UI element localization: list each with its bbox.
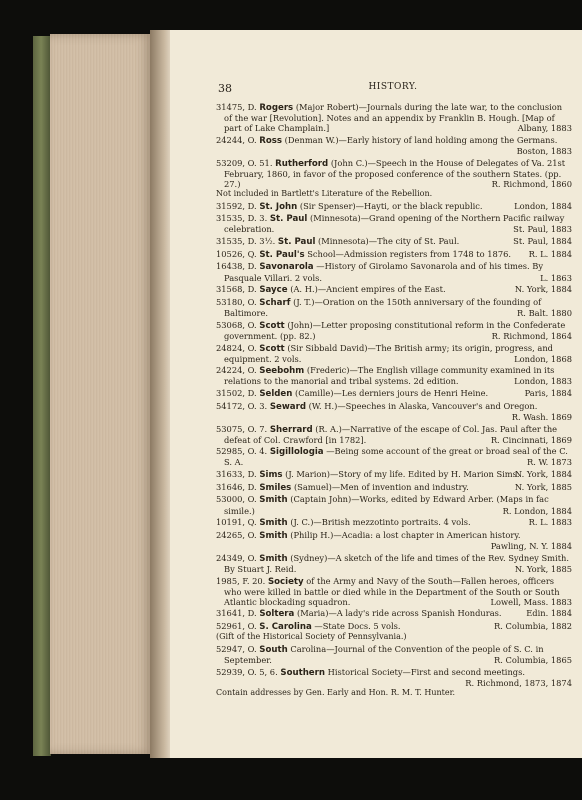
- entry-heading: Sherrard: [269, 424, 313, 435]
- entry-note: Not included in Bartlett's Literature of the Rebellion.: [216, 188, 433, 198]
- catalog-entry: [216, 135, 572, 156]
- entry-description: (J. T.)—Oration on the 150th anniversary of the founding of Baltimore.: [224, 296, 542, 319]
- entry-imprint: R. W. 1873: [527, 457, 572, 468]
- entry-heading: St. Paul's: [259, 249, 305, 260]
- entry-number: 10191, Q.: [216, 517, 257, 528]
- entry-imprint: Lowell, Mass. 1883: [490, 596, 572, 607]
- entry-number: 52939, O. 5, 6.: [216, 666, 278, 677]
- entry-heading: St. Paul: [277, 237, 316, 248]
- catalog-entry: [216, 201, 572, 212]
- entry-heading: Seebohm: [259, 366, 305, 377]
- entry-description: (Minnesota)—The city of St. Paul.: [318, 236, 460, 247]
- catalog-entry: [216, 494, 572, 515]
- entry-number: 10526, Q.: [216, 248, 257, 259]
- entry-heading: Sigillologia: [269, 447, 324, 458]
- entry-number: 52985, O. 4.: [216, 446, 268, 457]
- entry-imprint: R. Balt. 1880: [517, 308, 572, 319]
- entry-description: (Samuel)—Men of invention and industry.: [293, 481, 469, 492]
- entry-description: (R. A.)—Narrative of the escape of Col. Jas. Paul after the defeat of Col. Crawford [in 1782].: [224, 423, 558, 445]
- entry-imprint: London, 1868: [514, 353, 572, 364]
- entry-imprint: R. London, 1884: [502, 505, 572, 516]
- entry-heading: Seward: [269, 401, 306, 412]
- entry-imprint: R. Columbia, 1865: [493, 654, 572, 665]
- entry-number: 31568, D.: [216, 284, 257, 295]
- catalog-entry: [216, 608, 572, 619]
- entry-heading: Southern: [280, 667, 325, 678]
- entry-heading: Rogers: [259, 103, 294, 113]
- entry-number: 31535, D. 3.: [216, 213, 268, 224]
- entry-number: 24349, O.: [216, 552, 257, 563]
- entry-imprint: Pawling, N. Y. 1884: [490, 541, 572, 552]
- entry-number: 1985, F. 20.: [216, 575, 266, 586]
- catalog-entry: [216, 249, 572, 260]
- entry-imprint: N. York, 1884: [514, 469, 572, 480]
- entry-heading: Sayce: [259, 285, 288, 296]
- entry-heading: St. John: [259, 201, 298, 212]
- entry-number: 31592, D.: [216, 200, 257, 211]
- entry-heading: Scharf: [259, 297, 291, 308]
- entry-description: (J. Marion)—Story of my life. Edited by H. Marion Sims.: [285, 469, 520, 480]
- entry-imprint: R. L. 1884: [528, 248, 572, 259]
- entry-imprint: St. Paul, 1884: [513, 236, 572, 247]
- book-page: [170, 30, 582, 758]
- catalog-entry: [216, 388, 572, 399]
- entry-heading: Selden: [259, 389, 293, 400]
- entry-number: 53068, O.: [216, 319, 257, 330]
- catalog-entry: [216, 297, 572, 318]
- catalog-entry: [216, 424, 572, 445]
- entry-number: 54172, O. 3.: [216, 400, 268, 411]
- entry-description: (Camille)—Les derniers jours de Henri Heine.: [295, 388, 489, 399]
- catalog-entry: [216, 213, 572, 234]
- catalog-entry: [216, 343, 572, 364]
- entry-heading: Scott: [259, 343, 285, 354]
- entry-description: (Maria)—A lady's ride across Spanish Honduras.: [296, 608, 502, 619]
- entry-description: (Major Robert)—Journals during the late war, to the conclusion of the war [Revolution]. Notes and an appendix by Franklin B. Hough. [Map of part of Lake Champlain.]: [224, 102, 563, 134]
- entry-heading: Smiles: [259, 482, 292, 493]
- entry-heading: Rutherford: [275, 158, 329, 169]
- catalog-entry: [216, 530, 572, 551]
- entry-description: Historical Society—First and second meetings.: [327, 666, 525, 677]
- entry-imprint: N. York, 1884: [514, 284, 572, 295]
- entry-number: 53075, O. 7.: [216, 423, 268, 434]
- entry-imprint: N. York, 1885: [514, 563, 572, 574]
- book-cover-spine: [33, 36, 51, 756]
- entry-imprint: Paris, 1884: [524, 388, 572, 399]
- catalog-entry: [216, 261, 572, 282]
- catalog-entry: [216, 446, 572, 467]
- page-header: [218, 82, 568, 96]
- catalog-entry: [216, 236, 572, 247]
- entry-number: 31502, D.: [216, 388, 257, 399]
- entry-number: 53000, O.: [216, 494, 257, 505]
- entry-description: (John C.)—Speech in the House of Delegates of Va. 21st February, 1860, in favor of the proposed conference of the southern States. (pp. 27.): [224, 157, 566, 189]
- entry-heading: Smith: [259, 518, 288, 529]
- entry-description: —History of Girolamo Savonarola and of his times. By Pasquale Villari. 2 vols.: [224, 261, 544, 283]
- entry-number: 31633, D.: [216, 469, 257, 480]
- catalog-entry: [216, 667, 572, 698]
- entry-heading: Ross: [259, 135, 283, 146]
- entry-description: School—Admission registers from 1748 to 1876.: [307, 248, 512, 259]
- entry-imprint: Albany, 1883: [517, 123, 572, 134]
- entry-imprint: London, 1883: [514, 376, 572, 387]
- catalog-entry: [216, 517, 572, 528]
- entry-heading: St. Paul: [269, 214, 308, 225]
- entry-heading: Soltera: [259, 609, 295, 620]
- entry-description: of the Army and Navy of the South—Fallen heroes, officers who were killed in battle or died while in the Department of the South or South Atlantic blockading squadron.: [224, 575, 560, 607]
- entry-description: (Frederic)—The English village community examined in its relations to the manorial and tribal systems. 2d edition.: [224, 365, 555, 387]
- entry-imprint: N. York, 1885: [514, 481, 572, 492]
- entry-description: (Minnesota)—Grand opening of the Northern Pacific railway celebration.: [224, 213, 565, 235]
- catalog-entry: [216, 284, 572, 295]
- catalog-entries: [216, 102, 572, 700]
- catalog-entry: [216, 576, 572, 607]
- entry-imprint: London, 1884: [514, 200, 572, 211]
- entry-note: Contain addresses by Gen. Early and Hon. R. M. T. Hunter.: [216, 687, 456, 697]
- section-title: HISTORY.: [368, 82, 418, 92]
- entry-imprint: R. Richmond, 1864: [491, 330, 572, 341]
- entry-heading: Smith: [259, 530, 288, 541]
- entry-description: Carolina—Journal of the Convention of the people of S. C. in September.: [224, 643, 544, 665]
- entry-description: (J. C.)—British mezzotinto portraits. 4 vols.: [290, 517, 471, 528]
- entry-heading: Savonarola: [259, 262, 314, 273]
- catalog-entry: [216, 102, 572, 133]
- entry-heading: Sims: [259, 470, 283, 481]
- entry-description: (Philip H.)—Acadia: a lost chapter in American history.: [290, 529, 521, 540]
- entry-heading: Society: [267, 576, 304, 587]
- page-number: 38: [218, 82, 232, 95]
- entry-number: 31646, D.: [216, 481, 257, 492]
- entry-imprint: R. Columbia, 1882: [493, 621, 572, 632]
- entry-imprint: R. Wash. 1869: [511, 411, 572, 422]
- catalog-entry: [216, 482, 572, 493]
- page-edges: [50, 34, 152, 754]
- entry-heading: Scott: [259, 320, 285, 331]
- entry-number: 24265, O.: [216, 529, 257, 540]
- entry-description: (Sir Sibbald David)—The British army; its origin, progress, and equipment. 2 vols.: [224, 342, 553, 364]
- catalog-entry: [216, 469, 572, 480]
- entry-heading: Smith: [259, 553, 288, 564]
- entry-description: (Captain John)—Works, edited by Edward Arber. (Maps in fac simile.): [224, 494, 549, 516]
- entry-description: (Sir Spenser)—Hayti, or the black republic.: [299, 200, 483, 211]
- catalog-entry: [216, 158, 572, 199]
- entry-number: 24824, O.: [216, 342, 257, 353]
- entry-heading: S. Carolina: [259, 622, 312, 633]
- entry-description: (A. H.)—Ancient empires of the East.: [290, 284, 446, 295]
- catalog-entry: [216, 621, 572, 642]
- entry-description: (Denman W.)—Early history of land holding among the Germans.: [284, 134, 558, 145]
- entry-note: (Gift of the Historical Society of Pennsylvania.): [216, 632, 407, 642]
- entry-number: 31641, D.: [216, 608, 257, 619]
- catalog-entry: [216, 553, 572, 574]
- entry-imprint: Boston, 1883: [516, 145, 572, 156]
- catalog-entry: [216, 320, 572, 341]
- entry-heading: Smith: [259, 495, 288, 506]
- entry-number: 24224, O.: [216, 365, 257, 376]
- entry-description: (John)—Letter proposing constitutional reform in the Confederate government. (pp. 82.): [224, 319, 566, 341]
- entry-imprint: Edin. 1884: [526, 608, 572, 619]
- entry-imprint: R. Richmond, 1860: [491, 178, 572, 189]
- entry-number: 52947, O.: [216, 643, 257, 654]
- entry-description: (W. H.)—Speeches in Alaska, Vancouver's and Oregon.: [308, 400, 538, 411]
- entry-heading: South: [259, 644, 288, 655]
- entry-imprint: L. 1863: [540, 272, 572, 283]
- entry-number: 52961, O.: [216, 621, 257, 632]
- entry-number: 53209, O. 51.: [216, 157, 273, 168]
- entry-number: 31535, D. 3½.: [216, 236, 276, 247]
- entry-imprint: R. L. 1883: [528, 517, 572, 528]
- catalog-entry: [216, 365, 572, 386]
- entry-number: 53180, O.: [216, 296, 257, 307]
- entry-imprint: R. Richmond, 1873, 1874: [465, 677, 572, 688]
- entry-description: —State Docs. 5 vols.: [314, 621, 401, 632]
- entry-imprint: R. Cincinnati, 1869: [490, 434, 572, 445]
- entry-description: (Sydney)—A sketch of the life and times of the Rev. Sydney Smith. By Stuart J. Reid.: [224, 552, 570, 574]
- entry-number: 31475, D.: [216, 102, 257, 112]
- catalog-entry: [216, 644, 572, 665]
- catalog-entry: [216, 401, 572, 422]
- entry-description: —Being some account of the great or broad seal of the C. S. A.: [224, 446, 568, 468]
- entry-imprint: St. Paul, 1883: [513, 224, 572, 235]
- entry-number: 16438, D.: [216, 261, 257, 272]
- entry-number: 24244, O.: [216, 134, 257, 145]
